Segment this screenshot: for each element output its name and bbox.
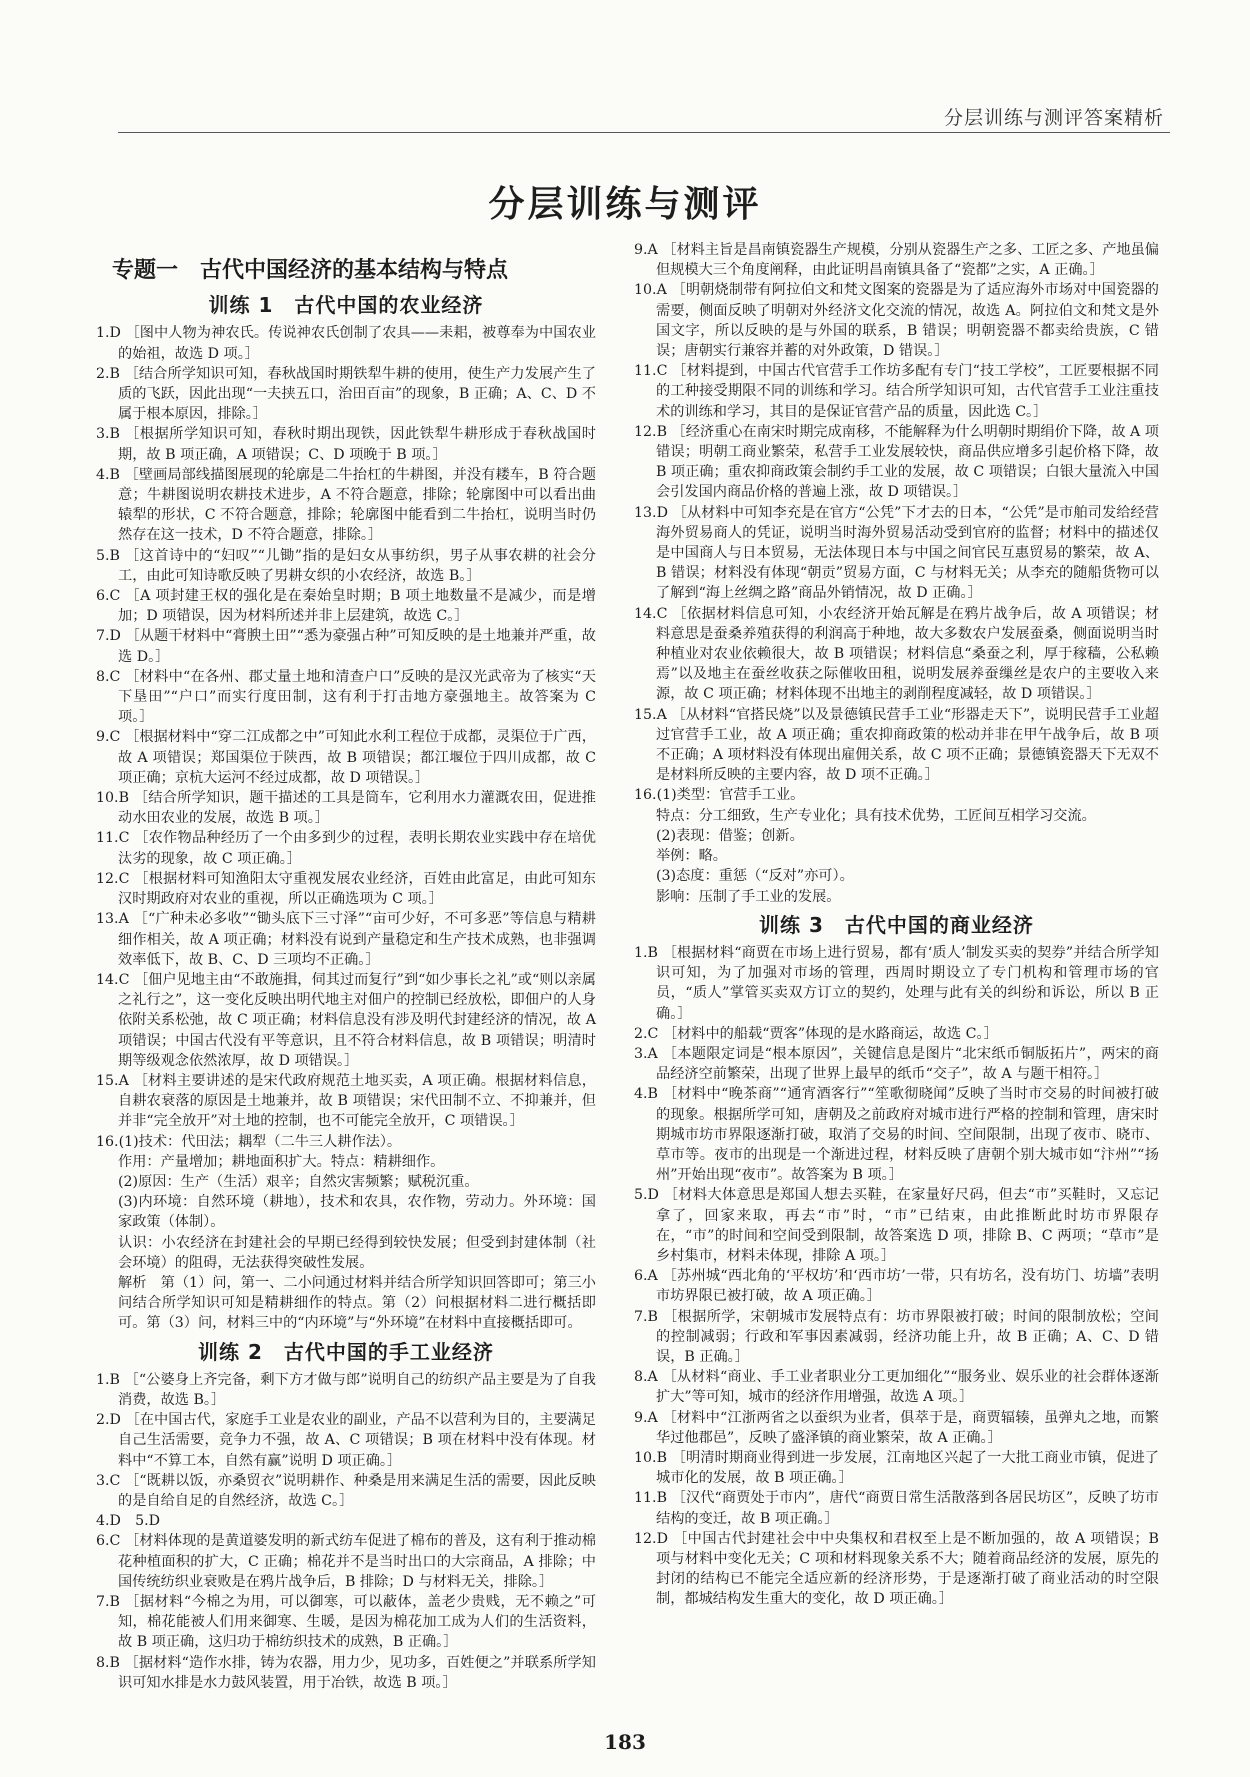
answer-item: 5.D ［材料大体意思是郑国人想去买鞋，在家量好尺码，但去“市”买鞋时，又忘记拿了，回家来取，再去“市”时，“市”已结束，由此推断此时坊市界限存在，“市”的时间和空间受到限制，故答案选 D 项，排除 B、C 两项；“草市”是乡村集市，材料未体现，排除 A 项。］ (634, 1187, 1159, 1264)
answer-item: 11.C ［农作物品种经历了一个由多到少的过程，表明长期农业实践中存在培优汰劣的现象，故 C 项正确。］ (96, 830, 596, 867)
answer-item: 1.B ［“公婆身上齐完备，剩下方才做与郎”说明自己的纺织产品主要是为了自我消费，故选 B。］ (96, 1371, 596, 1408)
left-column (96, 255, 596, 1693)
answer-item: 4.B ［材料中“晚茶商”“通宵酒客行”“笙歌彻晓闻”反映了当时市交易的时间被打破的现象。根据所学可知，唐朝及之前政府对城市进行严格的控制和管理，唐宋时期城市坊市界限逐渐打破，取消了交易的时间、空间限制，出现了夜市、晓市、草市等。夜市的出现是一个渐进过程，材料反映了唐朝个别大城市如“汴州”“扬州”开始出现“夜市”。故答案为 B 项。］ (634, 1086, 1159, 1184)
answer-item: 5.B ［这首诗中的“妇叹”“儿锄”指的是妇女从事纺织，男子从事农耕的社会分工，由此可知诗歌反映了男耕女织的小农经济，故选 B。］ (96, 547, 596, 584)
answer-item: 14.C ［佃户见地主由“不敢施揖，伺其过而复行”到“如少事长之礼”或“则以亲属之礼行之”，这一变化反映出明代地主对佃户的控制已经放松，即佃户的人身依附关系松弛，故 C 项正确；材料信息没有涉及明代封建经济的情况，故 A 项错误；中国古代没有平等意识，且不符合材料信息，故 B 项错误；明清时期等级观念依然浓厚，故 D 项错误。］ (96, 971, 596, 1069)
section-title-training-1: 训练 1 古代中国的农业经济 (208, 293, 484, 318)
answer-subline: 认识：小农经济在封建社会的早期已经得到较快发展；但受到封建体制（社会环境）的阻碍，无法获得突破性发展。 (118, 1234, 596, 1271)
answer-item: 1.B ［根据材料“商贾在市场上进行贸易，都有‘质人’制发买卖的契券”并结合所学知识可知，为了加强对市场的管理，西周时期设立了专门机构和管理市场的官员，“质人”掌管买卖双方订立的契约，处理与此有关的纠纷和诉讼，所以 B 正确。］ (634, 944, 1159, 1022)
answer-subline: (2)表现：借鉴；创新。 (656, 827, 804, 844)
answer-subline: 举例：略。 (656, 848, 727, 865)
answer-item: 9.C ［根据材料中“穿二江成都之中”可知此水利工程位于成都，灵渠位于广西，故 A 项错误；郑国渠位于陕西，故 B 项错误；都江堰位于四川成都，故 C 项正确；京杭大运河不经过成都，故 D 项错误。］ (96, 729, 596, 786)
answer-item: 3.C ［“既耕以饭，亦桑贸衣”说明耕作、种桑是用来满足生活的需要，因此反映的是自给自足的自然经济，故选 C。］ (96, 1472, 596, 1509)
answer-item: 4.D 5.D (96, 1513, 161, 1530)
training-2-answers (96, 1370, 596, 1693)
answer-item: 13.A ［“广种未必多收”“锄头底下三寸泽”“亩可少好，不可多恶”等信息与精耕细作相关，故 A 项正确；材料没有说到产量稳定和生产技术成熟，也非强调效率低下，故 B、C、D 三项均不正确。］ (96, 911, 596, 968)
answer-item: 15.A ［材料主要讲述的是宋代政府规范土地买卖，A 项正确。根据材料信息，自耕农衰落的原因是土地兼并，故 B 项错误；宋代田制不立、不抑兼并，但并非“完全放开”对土地的控制，也不可能完全放开，C 项错误。］ (96, 1072, 596, 1130)
answer-subline: (3)态度：重惩（“反对”亦可）。 (656, 868, 854, 885)
page-number: 183 (604, 1730, 646, 1754)
answer-item: 13.D ［从材料中可知李充是在官方“公凭”下才去的日本，“公凭”是市舶司发给经营海外贸易商人的凭证，说明当时海外贸易活动受到官府的监督；材料中的描述仅是中国商人与日本贸易，无法体现日本与中国之间官民互惠贸易的繁荣，故 A、B 错误；材料没有体现“朝贡”贸易方面，C 与材料无关；从李充的随船货物可以了解到“海上丝绸之路”商品外销情况，故 D 正确。］ (634, 504, 1159, 602)
answer-item: 8.A ［从材料“商业、手工业者职业分工更加细化”“服务业、娱乐业的社会群体逐渐扩大”等可知，城市的经济作用增强，故选 A 项。］ (634, 1369, 1159, 1406)
answer-item: 10.B ［结合所学知识，题干描述的工具是筒车，它利用水力灌溉农田，促进推动水田农业的发展，故选 B 项。］ (96, 790, 596, 827)
answer-item: 9.A ［材料主旨是昌南镇瓷器生产规模，分别从瓷器生产之多、工匠之多、产地虽偏但规模大三个角度阐释，由此证明昌南镇具备了“瓷都”之实，A 正确。］ (634, 242, 1159, 279)
answer-item: 2.D ［在中国古代，家庭手工业是农业的副业，产品不以营利为目的，主要满足自己生活需要，竞争力不强，故 A、C 项错误；B 项在材料中没有体现。材料中“不算工本，自然有赢”说明 D 项正确。］ (96, 1412, 596, 1469)
answer-item: 2.C ［材料中的船载“贾客”体现的是水路商运，故选 C。］ (634, 1025, 998, 1042)
answer-item: 9.A ［材料中“江浙两省之以蚕织为业者，俱萃于是，商贾辐辏，虽弹丸之地，而繁华过他郡邑”，反映了盛泽镇的商业繁荣，故 A 正确。］ (634, 1409, 1159, 1446)
right-column (634, 240, 1159, 1610)
answer-subline: 16.(1)技术：代田法；耦犁（二牛三人耕作法）。 (96, 1133, 402, 1150)
answer-subline: 特点：分工细致，生产专业化；具有技术优势，工匠间互相学习交流。 (656, 807, 1096, 824)
answer-item: 3.B ［根据所学知识可知，春秋时期出现铁，因此铁犁牛耕形成于春秋战国时期，故 B 项正确，A 项错误；C、D 项晚于 B 项。］ (96, 426, 596, 463)
answer-item: 11.B ［汉代“商贾处于市内”，唐代“商贾日常生活散落到各居民坊区”，反映了坊市结构的变迁，故 B 项正确。］ (634, 1490, 1159, 1527)
answer-item: 7.D ［从题干材料中“膏腴土田”“悉为豪强占种”可知反映的是土地兼并严重，故选 D。］ (96, 628, 596, 665)
section-title-training-2: 训练 2 古代中国的手工业经济 (198, 1339, 494, 1364)
answer-item: 10.B ［明清时期商业得到进一步发展，江南地区兴起了一大批工商业市镇，促进了城市化的发展，故 B 项正确。］ (634, 1449, 1159, 1487)
running-header: 分层训练与测评答案精析 (943, 107, 1164, 129)
page-title: 分层训练与测评 (488, 184, 762, 225)
answer-item: 8.B ［据材料“造作水排，铸为农器，用力少，见功多，百姓便之”并联系所学知识可知水排是水力鼓风装置，用于冶铁，故选 B 项。］ (96, 1654, 596, 1691)
answer-item: 12.D ［中国古代封建社会中中央集权和君权至上是不断加强的，故 A 项错误；B 项与材料中变化无关；C 项和材料现象关系不大；随着商品经济的发展，原先的封闭的结构已不能完全适应新的经济形势，于是逐渐打破了商业活动的时空限制，都城结构发生重大的变化，故 D 项正确。］ (634, 1530, 1159, 1608)
answer-item: 2.B ［结合所学知识可知，春秋战国时期铁犁牛耕的使用，使生产力发展产生了质的飞跃，因此出现“一夫挟五口，治田百亩”的现象，B 正确；A、C、D 不属于根本原因，排除。］ (96, 365, 596, 423)
answer-item: 12.C ［根据材料可知渔阳太守重视发展农业经济，百姓由此富足，由此可知东汉时期政府对农业的重视，所以正确选项为 C 项。］ (96, 870, 596, 908)
section-title-training-3: 训练 3 古代中国的商业经济 (759, 912, 1034, 937)
answer-item: 6.C ［A 项封建王权的强化是在秦始皇时期；B 项土地数量不是减少，而是增加；D 项错误，因为材料所述并非上层建筑，故选 C。］ (96, 588, 596, 625)
answer-item: 6.A ［苏州城“西北角的‘平权坊’和‘西市坊’一带，只有坊名，没有坊门、坊墙”表明市坊界限已被打破，故 A 项正确。］ (634, 1268, 1159, 1305)
answer-item: 7.B ［据材料“今棉之为用，可以御寒，可以蔽体，盖老少贵贱，无不赖之”可知，棉花能被人们用来御寒、生暖，是因为棉花加工成为人们的生活资料，故 B 项正确，这归功于棉纺织技术的成熟，B 正确。］ (96, 1594, 596, 1651)
answer-item: 14.C ［依据材料信息可知，小农经济开始瓦解是在鸦片战争后，故 A 项错误；材料意思是蚕桑养殖获得的利润高于种地，故大多数农户发展蚕桑，侧面说明当时种植业对农业依赖很大，故 B 项错误；材料信息“桑蚕之利，厚于稼穑，公私赖焉”以及地主在蚕丝收获之际催收田租，说明发展养蚕缫丝是农户的主要收入来源，故 C 项正确；材料体现不出地主的剥削程度减轻，故 D 项错误。］ (634, 605, 1159, 703)
training-1-question-16 (96, 1132, 596, 1334)
training-3-answers (634, 943, 1159, 1610)
answer-item: 1.D ［图中人物为神农氏。传说神农氏创制了农具——耒耜，被尊奉为中国农业的始祖，故选 D 项。］ (96, 325, 596, 362)
answer-item: 12.B ［经济重心在南宋时期完成南移，不能解释为什么明朝时期绢价下降，故 A 项错误；明朝工商业繁荣，私营手工业发展较快，商品供应增多引起价格下降，故 B 项正确；重农抑商政策会制约手工业的发展，故 C 项错误；白银大量流入中国会引发国内商品价格的普遍上涨，故 D 项错误。］ (634, 423, 1160, 501)
answer-item: 8.C ［材料中“在各州、郡丈量土地和清查户口”反映的是汉光武帝为了核实“天下垦田”“户口”而实行度田制，这有利于打击地方豪强地主。故答案为 C 项。］ (96, 668, 596, 726)
topic-title: 专题一 古代中国经济的基本结构与特点 (112, 258, 509, 283)
answer-subline: 解析 第（1）问，第一、二小问通过材料并结合所学知识回答即可；第三小问结合所学知识可知是精耕细作的特点。第（2）问根据材料二进行概括即可。第（3）问，材料三中的“内环境”与“外环境”在材料中直接概括即可。 (118, 1274, 596, 1332)
answer-subline: 16.(1)类型：官营手工业。 (634, 787, 805, 804)
training-2-question-16 (634, 785, 1159, 906)
answer-item: 7.B ［根据所学，宋朝城市发展特点有：坊市界限被打破；时间的限制放松；空间的控制减弱；行政和军事因素减弱，经济功能上升，故 B 正确；A、C、D 错误，B 正确。］ (634, 1308, 1159, 1365)
answer-subline: 影响：压制了手工业的发展。 (656, 888, 841, 905)
training-1-answers (96, 323, 596, 1131)
answer-item: 6.C ［材料体现的是黄道婆发明的新式纺车促进了棉布的普及，这有利于推动棉花种植面积的扩大，C 正确；棉花并不是当时出口的大宗商品，A 排除；中国传统纺织业衰败是在鸦片战争后，B 排除；D 与材料无关，排除。］ (96, 1533, 596, 1590)
answer-subline: (3)内环境：自然环境（耕地），技术和农具，农作物，劳动力。外环境：国家政策（体制）。 (118, 1194, 596, 1231)
answer-item: 4.B ［壁画局部线描图展现的轮廓是二牛抬杠的牛耕图，并没有耧车，B 符合题意；牛耕图说明农耕技术进步，A 不符合题意，排除；轮廓图中可以看出曲辕犁的形状，C 不符合题意，排除；轮廓图中能看到二牛抬杠，说明当时仍然存在这一技术，D 不符合题意，排除。］ (96, 466, 596, 544)
training-2-answers-continued (634, 240, 1159, 785)
answer-item: 15.A ［从材料“官搭民烧”以及景德镇民营手工业“形器走天下”，说明民营手工业超过官营手工业，故 A 项正确；重农抑商政策的松动并非在甲午战争后，故 B 项不正确；A 项材料没有体现出雇佣关系，故 C 项不正确；景德镇瓷器天下无双不是材料所反映的主要内容，故 D 项不正确。］ (634, 706, 1159, 784)
answer-subline: (2)原因：生产（生活）艰辛；自然灾害频繁；赋税沉重。 (118, 1173, 479, 1190)
answer-subline: 作用：产量增加；耕地面积扩大。特点：精耕细作。 (118, 1153, 445, 1170)
answer-item: 10.A ［明朝烧制带有阿拉伯文和梵文图案的瓷器是为了适应海外市场对中国瓷器的需要，侧面反映了明朝对外经济文化交流的情况，故选 A。阿拉伯文和梵文是外国文字，所以反映的是与外国的联系，B 错误；明朝瓷器不都卖给贵族，C 错误；唐朝实行兼容并蓄的对外政策，D 错误。］ (634, 282, 1159, 360)
answer-item: 11.C ［材料提到，中国古代官营手工作坊多配有专门“技工学校”，工匠要根据不同的工种接受期限不同的训练和学习。结合所学知识可知，古代官营手工业注重技术的训练和学习，其目的是保证官营产品的质量，因此选 C。］ (634, 363, 1159, 420)
answer-item: 3.A ［本题限定词是“根本原因”，关键信息是图片“北宋纸币铜版拓片”，两宋的商品经济空前繁荣，出现了世界上最早的纸币“交子”，故 A 与题干相符。］ (634, 1045, 1159, 1083)
header-rule (118, 132, 1170, 133)
